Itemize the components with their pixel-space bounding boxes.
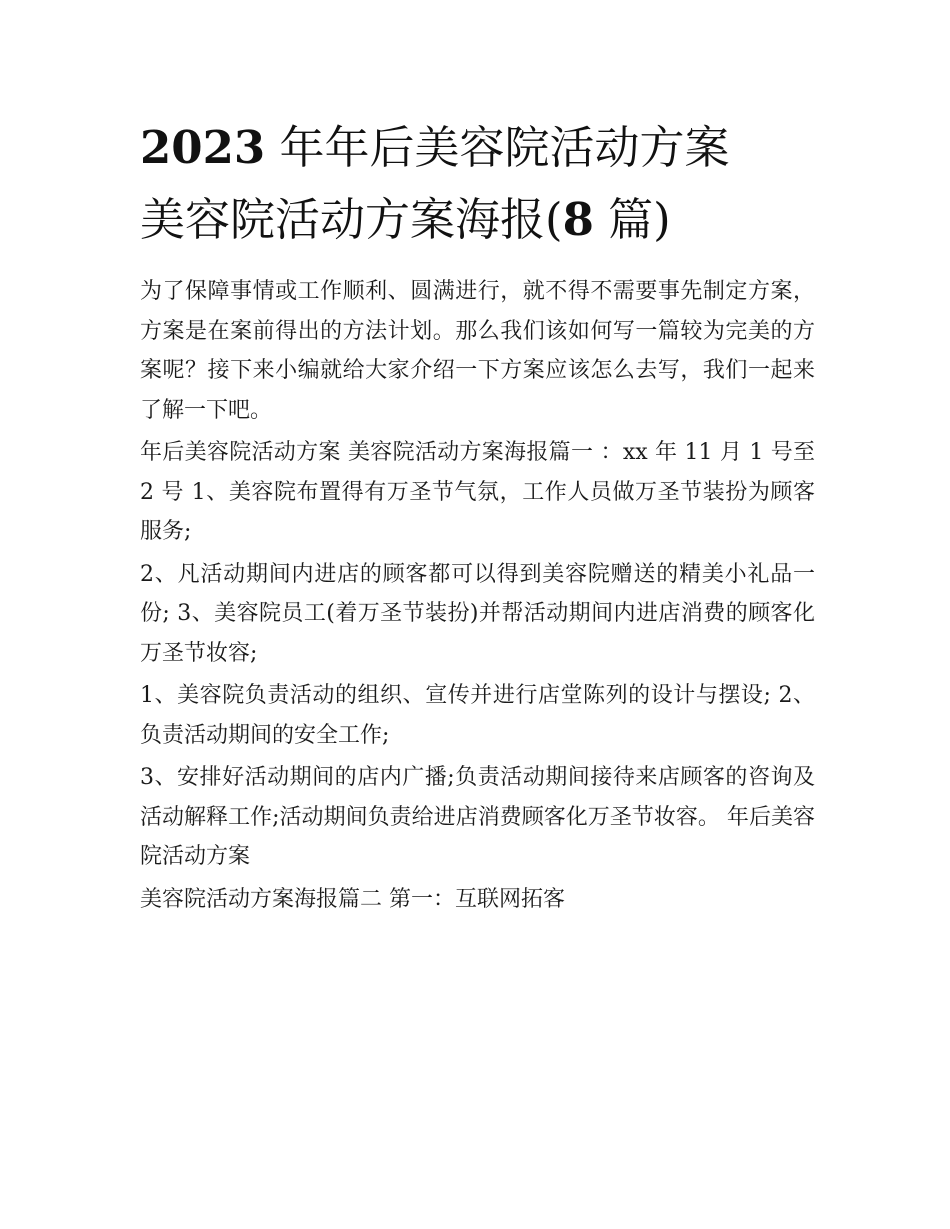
title-line-1 [140,112,815,184]
paragraph: 年后美容院活动方案 美容院活动方案海报篇一 ：xx 年 11 月 1 号至 2 号 1、美容院布置得有万圣节气氛，工作人员做万圣节装扮为顾客服务; [140,440,815,544]
paragraph-intro: 为了保障事情或工作顺利、圆满进行，就不得不需要事先制定方案，方案是在案前得出的方法计划。那么我们该如何写一篇较为完美的方案呢？接下来小编就给大家介绍一下方案应该怎么去写，我们一起来了解一下吧。 [140,279,815,423]
paragraph: 1、美容院负责活动的组织、宣传并进行店堂陈列的设计与摆设; 2、负责活动期间的安全工作; [140,683,815,748]
title-line-2-text: 美容院活动方案海报( [140,193,563,246]
paragraph: 2、凡活动期间内进店的顾客都可以得到美容院赠送的精美小礼品一份; 3、美容院员工(着万圣节装扮)并帮活动期间内进店消费的顾客化万圣节妆容; [140,561,815,666]
title-line-2 [140,184,815,256]
document-body [140,272,815,919]
document-page [140,112,815,919]
title-count: 8 [562,193,594,246]
paragraph: 3、安排好活动期间的店内广播;负责活动期间接待来店顾客的咨询及活动解释工作;活动期间负责给进店消费顾客化万圣节妆容。 年后美容院活动方案 [140,765,815,869]
paragraph: 美容院活动方案海报篇二 第一：互联网拓客 [140,886,565,912]
title-year: 2023 [140,121,266,174]
document-title [140,112,815,256]
title-line-2-end: 篇) [593,193,671,246]
title-line-1-text: 年年后美容院活动方案 [265,121,730,174]
